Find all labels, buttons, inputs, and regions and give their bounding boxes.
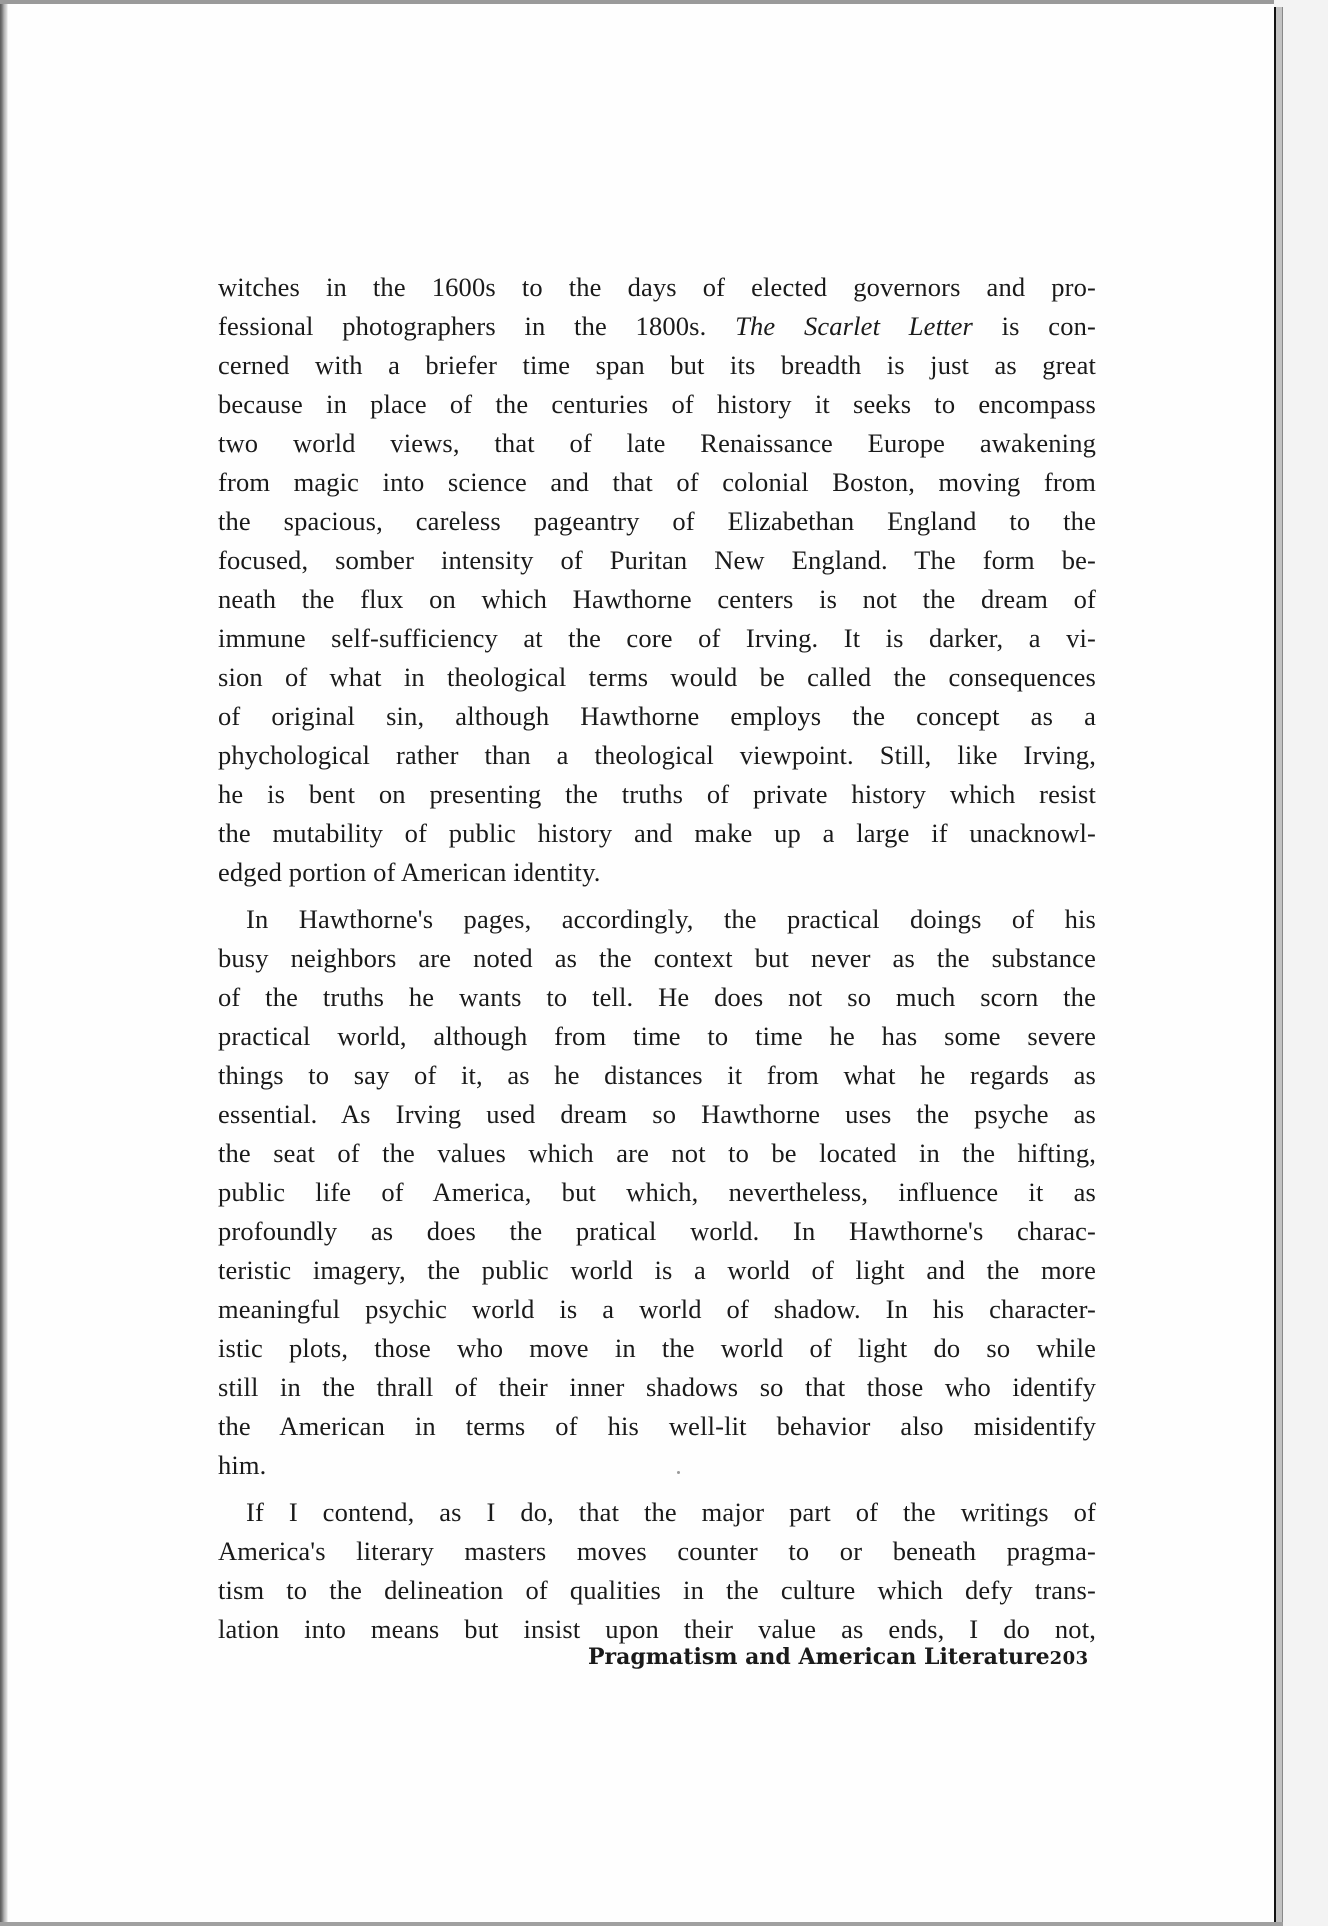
scan-artifact-dot bbox=[677, 1471, 680, 1474]
text-span: fessional photographers in the 1800s. bbox=[218, 311, 736, 341]
paragraph-1 bbox=[218, 268, 1096, 892]
paragraph-3 bbox=[218, 1493, 1096, 1649]
text-line: In Hawthorne's pages, accordingly, the practical doings of his bbox=[246, 904, 1096, 934]
text-line: still in the thrall of their inner shadows so that those who identify bbox=[218, 1372, 1096, 1402]
text-line: America's literary masters moves counter to or beneath pragma- bbox=[218, 1536, 1096, 1566]
text-line: essential. As Irving used dream so Hawthorne uses the psyche as bbox=[218, 1099, 1096, 1129]
text-line: the American in terms of his well-lit behavior also misidentify bbox=[218, 1411, 1096, 1441]
book-title: The Scarlet Letter bbox=[735, 311, 973, 341]
text-line: profoundly as does the pratical world. In Hawthorne's charac- bbox=[218, 1216, 1096, 1246]
text-line: two world views, that of late Renaissance Europe awakening bbox=[218, 428, 1096, 458]
running-title: Pragmatism and American Literature bbox=[588, 1644, 1050, 1670]
text-line-with-title bbox=[218, 307, 1096, 346]
text-line: practical world, although from time to time he has some severe bbox=[218, 1021, 1096, 1051]
page-footer bbox=[588, 1644, 1089, 1670]
text-line: the mutability of public history and make up a large if unacknowl- bbox=[218, 818, 1096, 848]
text-line: If I contend, as I do, that the major part of the writings of bbox=[246, 1497, 1096, 1527]
paragraph-2 bbox=[218, 900, 1096, 1485]
text-line: sion of what in theological terms would be called the consequences bbox=[218, 662, 1096, 692]
text-line: things to say of it, as he distances it from what he regards as bbox=[218, 1060, 1096, 1090]
text-line: focused, somber intensity of Puritan New England. The form be- bbox=[218, 545, 1096, 575]
text-line: the seat of the values which are not to be located in the hifting, bbox=[218, 1138, 1096, 1168]
body-text bbox=[218, 268, 1096, 1649]
text-line: busy neighbors are noted as the context but never as the substance bbox=[218, 943, 1096, 973]
text-line: neath the flux on which Hawthorne centers is not the dream of bbox=[218, 584, 1096, 614]
text-line: meaningful psychic world is a world of shadow. In his character- bbox=[218, 1294, 1096, 1324]
text-line: public life of America, but which, nevertheless, influence it as bbox=[218, 1177, 1096, 1207]
text-line: he is bent on presenting the truths of private history which resist bbox=[218, 779, 1096, 809]
text-line: immune self-sufficiency at the core of Irving. It is darker, a vi- bbox=[218, 623, 1096, 653]
text-line: cerned with a briefer time span but its breadth is just as great bbox=[218, 350, 1096, 380]
text-line: istic plots, those who move in the world of light do so while bbox=[218, 1333, 1096, 1363]
page-bottom-edge bbox=[0, 1922, 1283, 1926]
text-line: teristic imagery, the public world is a world of light and the more bbox=[218, 1255, 1096, 1285]
text-line: of the truths he wants to tell. He does not so much scorn the bbox=[218, 982, 1096, 1012]
text-line: the spacious, careless pageantry of Elizabethan England to the bbox=[218, 506, 1096, 536]
page-number: 203 bbox=[1049, 1648, 1089, 1669]
text-line: because in place of the centuries of history it seeks to encompass bbox=[218, 389, 1096, 419]
page-right-edge bbox=[1274, 7, 1283, 1926]
text-line: phychological rather than a theological viewpoint. Still, like Irving, bbox=[218, 740, 1096, 770]
page-left-edge bbox=[0, 4, 8, 1922]
text-line: him. bbox=[218, 1450, 267, 1480]
text-line: tism to the delineation of qualities in the culture which defy trans- bbox=[218, 1575, 1096, 1605]
text-line: from magic into science and that of colonial Boston, moving from bbox=[218, 467, 1096, 497]
text-line: lation into means but insist upon their value as ends, I do not, bbox=[218, 1614, 1096, 1644]
text-line: of original sin, although Hawthorne employs the concept as a bbox=[218, 701, 1096, 731]
text-line: edged portion of American identity. bbox=[218, 857, 601, 887]
text-span: is con- bbox=[972, 311, 1096, 341]
text-line: witches in the 1600s to the days of elected governors and pro- bbox=[218, 272, 1096, 302]
